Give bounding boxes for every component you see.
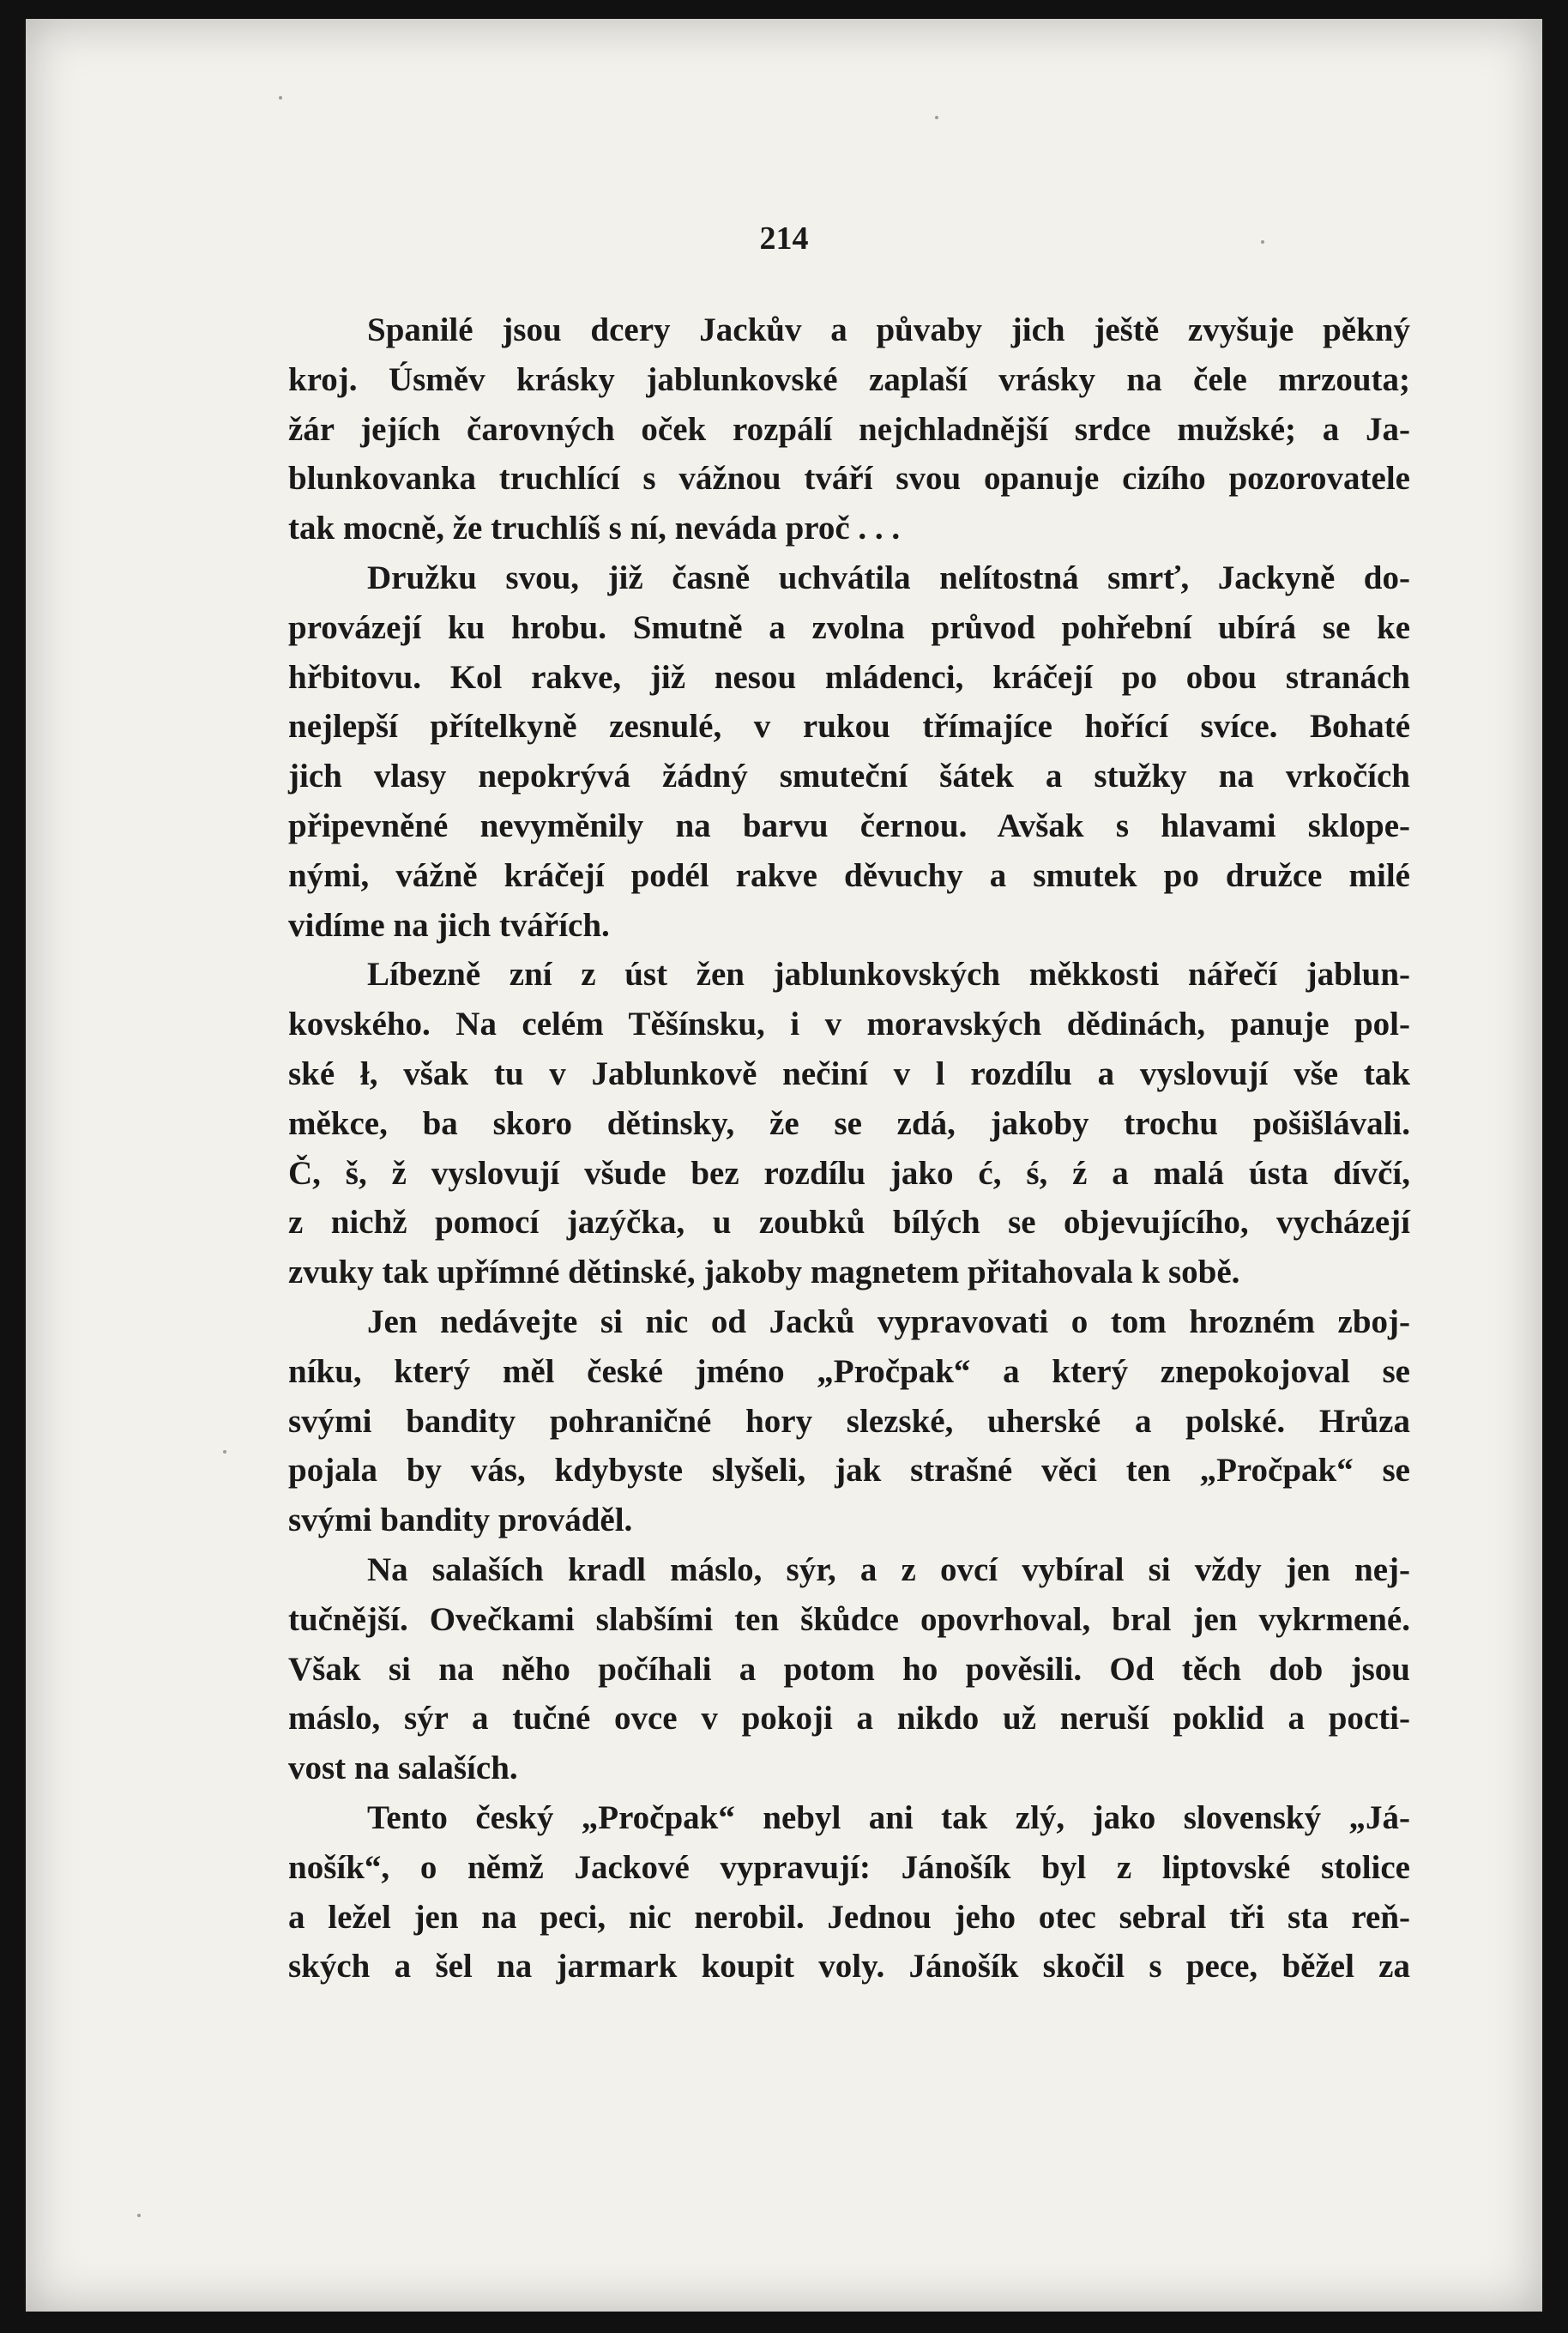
scan-speck [223, 1450, 226, 1454]
text-line: nými, vážně kráčejí podél rakve děvuchy a smutek po družce milé [288, 856, 1410, 894]
text-line: hřbitovu. Kol rakve, již nesou mládenci, kráčejí po obou stranách [288, 658, 1410, 696]
text-line: Družku svou, již časně uchvátila nelítostná smrť, Jackyně do- [367, 559, 1410, 596]
text-line: Spanilé jsou dcery Jackův a půvaby jich ještě zvyšuje pěkný [367, 311, 1410, 348]
text-line: svými bandity prováděl. [288, 1502, 633, 1539]
scan-speck [935, 116, 938, 119]
text-line: a ležel jen na peci, nic nerobil. Jednou jeho otec sebral tři sta reň- [288, 1898, 1410, 1936]
text-line: jich vlasy nepokrývá žádný smuteční šátek a stužky na vrkočích [288, 758, 1410, 795]
text-line: pojala by vás, kdybyste slyšeli, jak strašné věci ten „Pročpak“ se [288, 1452, 1410, 1490]
text-line: máslo, sýr a tučné ovce v pokoji a nikdo už neruší poklid a pocti- [288, 1700, 1410, 1738]
body-text [288, 305, 1410, 1992]
text-line: tak mocně, že truchlíš s ní, neváda proč . . . [288, 510, 901, 547]
scan-speck [279, 96, 282, 100]
text-line: ské ł, však tu v Jablunkově nečiní v l rozdílu a vyslovují vše tak [288, 1055, 1410, 1092]
text-line: Tento český „Pročpak“ nebyl ani tak zlý, jako slovenský „Já- [367, 1798, 1410, 1836]
text-line: zvuky tak upřímné dětinské, jakoby magnetem přitahovala k sobě. [288, 1254, 1240, 1291]
text-line: Líbezně zní z úst žen jablunkovských měkkosti nářečí jablun- [367, 956, 1410, 994]
text-line: svými bandity pohraničné hory slezské, uherské a polské. Hrůza [288, 1402, 1410, 1440]
text-line: kovského. Na celém Těšínsku, i v moravských dědinách, panuje pol- [288, 1006, 1410, 1043]
text-line: Č, š, ž vyslovují všude bez rozdílu jako ć, ś, ź a malá ústa dívčí, [288, 1154, 1410, 1192]
text-line: ských a šel na jarmark koupit voly. Jánošík skočil s pece, běžel za [288, 1948, 1410, 1985]
text-line: kroj. Úsměv krásky jablunkovské zaplaší vrásky na čele mrzouta; [288, 360, 1410, 398]
text-line: Na salaších kradl máslo, sýr, a z ovcí vybíral si vždy jen nej- [367, 1550, 1410, 1588]
text-line: vidíme na jich tvářích. [288, 906, 610, 944]
text-line: provázejí ku hrobu. Smutně a zvolna průvod pohřební ubírá se ke [288, 608, 1410, 646]
text-line: nejlepší přítelkyně zesnulé, v rukou třímajíce hořící svíce. Bohaté [288, 708, 1410, 746]
text-line: tučnější. Ovečkami slabšími ten škůdce opovrhoval, bral jen vykrmené. [288, 1600, 1410, 1638]
text-line: Jen nedávejte si nic od Jacků vypravovati o tom hrozném zboj- [367, 1302, 1410, 1340]
scan-speck [1261, 240, 1264, 244]
text-line: nošík“, o němž Jackové vypravují: Jánošík byl z liptovské stolice [288, 1848, 1410, 1886]
text-line: připevněné nevyměnily na barvu černou. Avšak s hlavami sklope- [288, 807, 1410, 844]
text-line: žár jejích čarovných oček rozpálí nejchladnější srdce mužské; a Ja- [288, 410, 1410, 448]
text-line: Však si na něho počíhali a potom ho pověsili. Od těch dob jsou [288, 1650, 1410, 1688]
scan-speck [137, 2214, 141, 2217]
text-line: vost na salaších. [288, 1750, 518, 1787]
text-line: měkce, ba skoro dětinsky, že se zdá, jakoby trochu pošišlávali. [288, 1104, 1410, 1142]
text-line: blunkovanka truchlící s vážnou tváří svou opanuje cizího pozorovatele [288, 460, 1410, 498]
text-line: z nichž pomocí jazýčka, u zoubků bílých se objevujícího, vycházejí [288, 1204, 1410, 1242]
page-number: 214 [759, 221, 809, 257]
text-line: níku, který měl české jméno „Pročpak“ a který znepokojoval se [288, 1352, 1410, 1390]
